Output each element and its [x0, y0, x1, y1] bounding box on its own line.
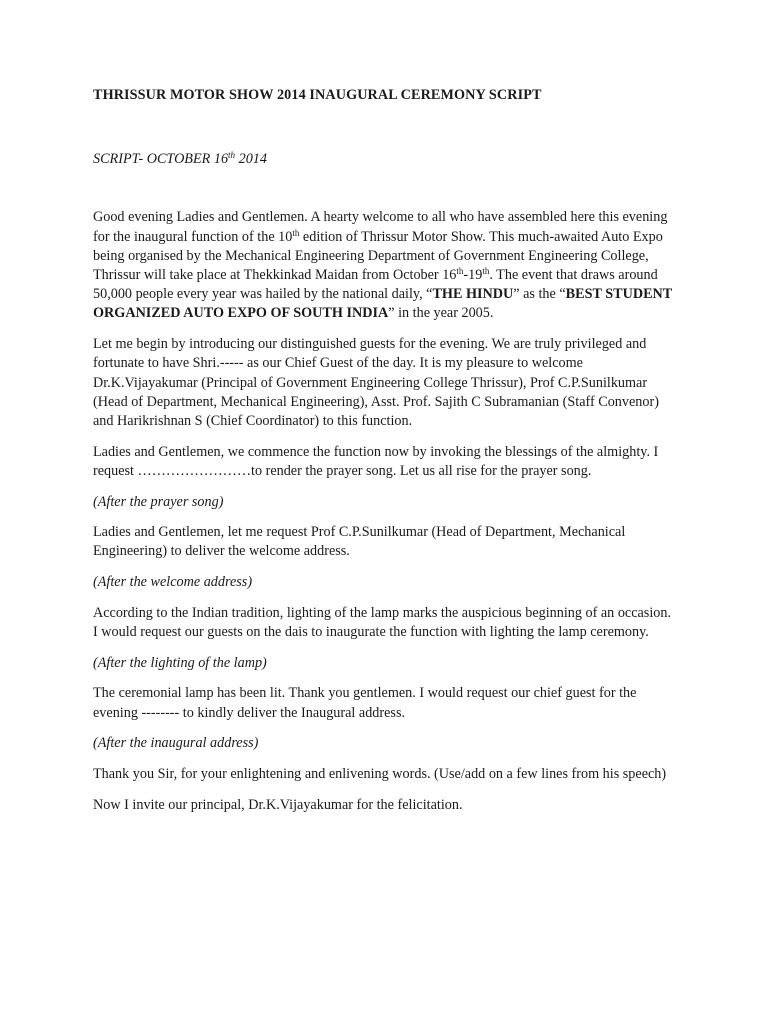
script-date-prefix: SCRIPT- OCTOBER 16: [93, 151, 229, 168]
p1-bold-the-hindu: THE HINDU: [432, 286, 514, 303]
paragraph-prayer: Ladies and Gentlemen, we commence the function now by invoking the blessings of the almighty. I request ……………………to render the prayer song. Let us all rise for the prayer song.: [93, 443, 659, 479]
stage-note-prayer: (After the prayer song): [93, 493, 224, 510]
p1-text-4: . The event that draws around 50,000 people every year was hailed by the national daily, “: [93, 267, 658, 303]
p1-sup-2: th: [456, 266, 464, 277]
script-date-suffix: 2014: [235, 151, 267, 168]
paragraph-lamp: According to the Indian tradition, lighting of the lamp marks the auspicious beginning of an occasion. I would request our guests on the dais to inaugurate the function with lighting the lamp ceremony.: [93, 604, 672, 641]
script-date: [93, 150, 678, 169]
p1-bold-award: BEST STUDENT ORGANIZED AUTO EXPO OF SOUTH INDIA: [93, 286, 673, 322]
p1-text-2: edition of Thrissur Motor Show. This much-awaited Auto Expo being organised by the Mechanical Engineering Department of Government Engineering College, Thrissur will take place at Thekkinkad Maidan from October 16: [93, 228, 663, 284]
paragraph-welcome: [93, 208, 678, 323]
p1-sup-1: th: [292, 227, 300, 238]
p1-sup-3: th: [482, 266, 490, 277]
paragraph-guests: Let me begin by introducing our distinguished guests for the evening. We are truly privileged and fortunate to have Shri.----- as our Chief Guest of the day. It is my pleasure to welcome Dr.K.Vijayakumar (Principal of Government Engineering College Thrissur), Prof C.P.Sunilkumar (Head of Department, Mechanical Engineering), Asst. Prof. Sajith C Subramanian (Staff Convenor) and Harikrishnan S (Chief Coordinator) to this function.: [93, 336, 659, 429]
paragraph-felicitation: Now I invite our principal, Dr.K.Vijayakumar for the felicitation.: [93, 796, 463, 813]
document-title: THRISSUR MOTOR SHOW 2014 INAUGURAL CEREMONY SCRIPT: [93, 87, 542, 103]
stage-note-inaugural: (After the inaugural address): [93, 735, 259, 752]
stage-note-welcome: (After the welcome address): [93, 574, 253, 591]
p1-text-5: ” as the “: [513, 286, 566, 303]
paragraph-inaugural: The ceremonial lamp has been lit. Thank you gentlemen. I would request our chief guest for the evening -------- to kindly deliver the Inaugural address.: [93, 685, 637, 721]
p1-text-1: Good evening Ladies and Gentlemen. A hearty welcome to all who have assembled here this evening for the inaugural function of the 10: [93, 209, 668, 245]
paragraph-welcome-address: Ladies and Gentlemen, let me request Prof C.P.Sunilkumar (Head of Department, Mechanical Engineering) to deliver the welcome address.: [93, 524, 626, 560]
p1-text-6: ” in the year 2005.: [388, 305, 494, 322]
p1-text-3: -19: [463, 267, 483, 284]
stage-note-lamp: (After the lighting of the lamp): [93, 654, 267, 671]
script-date-sup: th: [228, 150, 236, 161]
paragraph-thanks: Thank you Sir, for your enlightening and enlivening words. (Use/add on a few lines from his speech): [93, 766, 667, 783]
